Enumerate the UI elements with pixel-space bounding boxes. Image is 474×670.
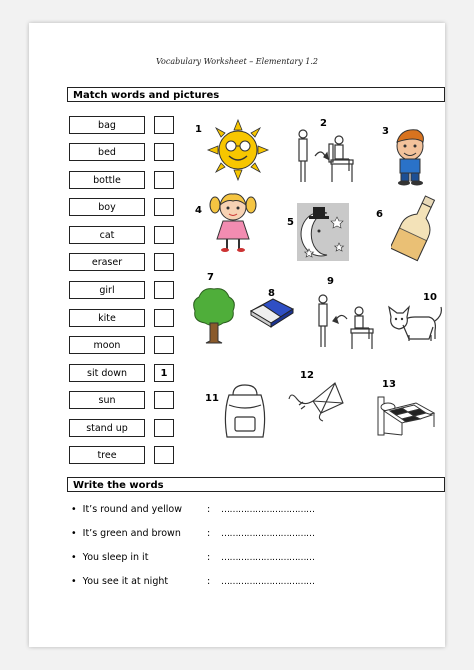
question-colon: : [207, 576, 211, 587]
picture-number-9: 9 [327, 276, 334, 287]
answer-box-bag[interactable] [154, 116, 174, 134]
section-heading-write: Write the words [67, 477, 445, 492]
answer-box-tree[interactable] [154, 446, 174, 464]
question-item-4 [71, 576, 168, 587]
boy-picture [391, 126, 431, 186]
picture-number-4: 4 [195, 205, 202, 216]
section-heading-match: Match words and pictures [67, 87, 445, 102]
answer-line-1[interactable]: …………………………… [221, 505, 315, 515]
picture-number-3: 3 [382, 126, 389, 137]
word-box-moon: moon [69, 336, 145, 354]
picture-number-1: 1 [195, 124, 202, 135]
moon-picture [297, 203, 349, 261]
answer-box-boy[interactable] [154, 198, 174, 216]
picture-number-11: 11 [205, 393, 219, 404]
picture-number-8: 8 [268, 288, 275, 299]
answer-box-eraser[interactable] [154, 253, 174, 271]
answer-box-bed[interactable] [154, 143, 174, 161]
word-box-bed: bed [69, 143, 145, 161]
picture-number-10: 10 [423, 292, 437, 303]
word-box-tree: tree [69, 446, 145, 464]
question-colon: : [207, 552, 211, 563]
answer-box-sit-down[interactable]: 1 [154, 364, 174, 382]
question-text: It’s green and brown [82, 528, 181, 539]
word-box-bag: bag [69, 116, 145, 134]
word-box-stand-up: stand up [69, 419, 145, 437]
bullet-icon: • [71, 576, 77, 587]
answer-line-2[interactable]: …………………………… [221, 529, 315, 539]
answer-box-moon[interactable] [154, 336, 174, 354]
question-text: You sleep in it [82, 552, 149, 563]
sit-down-picture [291, 126, 357, 186]
word-box-cat: cat [69, 226, 145, 244]
worksheet-title: Vocabulary Worksheet – Elementary 1.2 [156, 57, 318, 66]
bed-picture [376, 389, 436, 439]
answer-box-bottle[interactable] [154, 171, 174, 189]
girl-picture [209, 191, 257, 253]
answer-line-4[interactable]: …………………………… [221, 577, 315, 587]
word-box-sun: sun [69, 391, 145, 409]
picture-number-2: 2 [320, 118, 327, 129]
eraser-picture [247, 295, 297, 329]
word-box-eraser: eraser [69, 253, 145, 271]
picture-number-5: 5 [287, 217, 294, 228]
question-text: It’s round and yellow [82, 504, 182, 515]
stand-up-picture [311, 291, 377, 351]
bag-picture [221, 383, 269, 439]
bullet-icon: • [71, 552, 77, 563]
picture-number-6: 6 [376, 209, 383, 220]
word-box-girl: girl [69, 281, 145, 299]
question-colon: : [207, 528, 211, 539]
worksheet-page [29, 23, 445, 647]
cat-picture [385, 305, 443, 345]
word-box-kite: kite [69, 309, 145, 327]
kite-picture [287, 377, 349, 423]
question-item-1 [71, 504, 182, 515]
answer-line-3[interactable]: …………………………… [221, 553, 315, 563]
answer-box-kite[interactable] [154, 309, 174, 327]
word-box-boy: boy [69, 198, 145, 216]
answer-box-stand-up[interactable] [154, 419, 174, 437]
bottle-picture [391, 193, 441, 263]
word-box-bottle: bottle [69, 171, 145, 189]
sun-picture [206, 118, 270, 182]
answer-box-cat[interactable] [154, 226, 174, 244]
picture-number-12: 12 [300, 370, 314, 381]
picture-number-13: 13 [382, 379, 396, 390]
word-box-sit-down: sit down [69, 364, 145, 382]
picture-number-7: 7 [207, 272, 214, 283]
bullet-icon: • [71, 528, 77, 539]
question-colon: : [207, 504, 211, 515]
answer-box-girl[interactable] [154, 281, 174, 299]
tree-picture [191, 285, 237, 345]
question-item-3 [71, 552, 148, 563]
question-text: You see it at night [82, 576, 169, 587]
answer-box-sun[interactable] [154, 391, 174, 409]
bullet-icon: • [71, 504, 77, 515]
question-item-2 [71, 528, 181, 539]
